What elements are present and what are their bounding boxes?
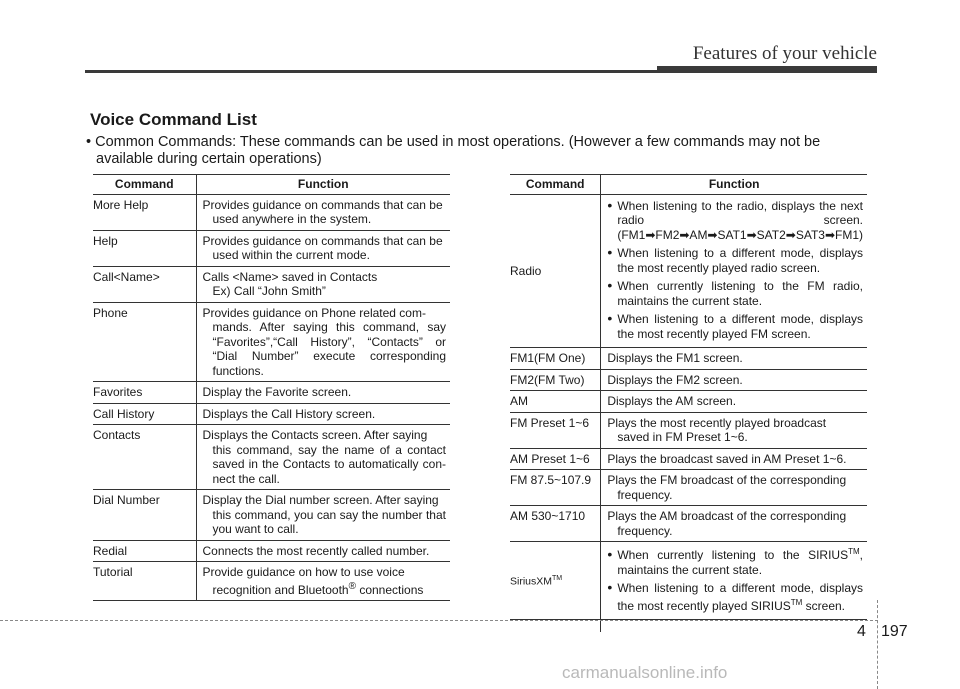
- bullet-item: • When currently listening to the FM radio, maintains the current state.: [607, 278, 863, 308]
- function-text: Displays the FM2 screen.: [607, 372, 743, 387]
- command-cell: Dial Number: [93, 490, 196, 541]
- chapter-title: Features of your vehicle: [692, 43, 877, 64]
- command-cell: AM Preset 1~6: [510, 448, 601, 470]
- col-header-function: Function: [196, 175, 450, 195]
- table-row: [510, 412, 867, 448]
- function-cell: [196, 230, 450, 266]
- radio-commands-table: [510, 174, 867, 632]
- table-row: [510, 448, 867, 470]
- command-cell: FM Preset 1~6: [510, 412, 601, 448]
- table-row: [93, 382, 450, 404]
- function-text: Connects the most recently called number.: [202, 543, 430, 558]
- bullet-item: [607, 545, 863, 577]
- table-row: [93, 425, 450, 490]
- trademark-mark: TM: [552, 575, 563, 582]
- table-row: [93, 540, 450, 562]
- function-text: Displays the Contacts screen. After saying: [202, 428, 428, 442]
- function-text: Provide guidance on how to use voice: [202, 565, 405, 579]
- intro-text: [86, 134, 879, 168]
- command-cell: Favorites: [93, 382, 196, 404]
- bullet-text: When currently listening to the SIRIUS: [617, 548, 849, 562]
- function-text: Plays the FM broadcast of the corresponding: [607, 473, 847, 487]
- table-row: [93, 562, 450, 601]
- table-header-row: [93, 175, 450, 195]
- footer-dashed-rule: [0, 620, 878, 621]
- trademark-mark: TM: [848, 547, 860, 556]
- function-cell: [196, 490, 450, 541]
- function-text-cont: this command, say the name of a contact saved in the Contacts to automatically con-nect the call.: [212, 442, 446, 486]
- table-row: [93, 403, 450, 425]
- function-text: Provides guidance on Phone related com-: [202, 305, 426, 320]
- table-row: [93, 302, 450, 382]
- command-cell: Call History: [93, 403, 196, 425]
- page-number: 197: [881, 623, 908, 640]
- command-cell: AM: [510, 391, 601, 413]
- bullet-text-tail: , maintains the current state.: [617, 548, 863, 577]
- function-text-cont: Ex) Call “John Smith”: [212, 284, 326, 298]
- tail-cell: [510, 620, 601, 633]
- table-row: [510, 506, 867, 542]
- bullet-text-tail: screen.: [802, 598, 845, 613]
- table-row: [93, 490, 450, 541]
- function-cell: [196, 194, 450, 230]
- intro-line-1: • Common Commands: These commands can be used in most operations. (However a few commands may not be: [86, 134, 821, 150]
- function-text: Calls <Name> saved in Contacts: [202, 269, 378, 284]
- function-cell: [196, 266, 450, 302]
- function-cell: [601, 391, 867, 413]
- watermark: carmanualsonline.info: [562, 663, 728, 682]
- command-cell: FM2(FM Two): [510, 369, 601, 391]
- function-cell: [196, 562, 450, 601]
- function-text: Plays the most recently played broadcast: [607, 415, 827, 430]
- bullet-item: • When listening to the radio, displays the next radio screen. (FM1➡FM2➡AM➡SAT1➡SAT2➡SAT3➡FM1): [607, 198, 863, 243]
- intro-line-2: available during certain operations): [96, 151, 322, 167]
- function-cell: [601, 194, 867, 348]
- function-text: Plays the broadcast saved in AM Preset 1~6.: [607, 451, 847, 466]
- table-row: [510, 369, 867, 391]
- table-tail-row: [510, 620, 867, 633]
- command-cell: Contacts: [93, 425, 196, 490]
- bullet-text: When listening to a different mode, displays the most recently played SIRIUS: [617, 581, 863, 613]
- col-header-command: Command: [93, 175, 196, 195]
- section-title: Voice Command List: [90, 110, 257, 129]
- col-header-function: Function: [601, 175, 867, 195]
- table-row: [93, 230, 450, 266]
- function-text-cont: [203, 580, 447, 598]
- footer-dashed-divider: [877, 600, 878, 689]
- command-cell: AM 530~1710: [510, 506, 601, 542]
- function-cell: [601, 448, 867, 470]
- function-cell: [196, 540, 450, 562]
- function-text-cont: this command, you can say the number that you want to call.: [212, 507, 446, 536]
- function-text-cont: frequency.: [617, 487, 673, 502]
- bullet-item: • When listening to a different mode, displays the most recently played radio screen.: [607, 245, 863, 275]
- command-cell: Call<Name>: [93, 266, 196, 302]
- function-cell: [601, 412, 867, 448]
- bullet-item: [607, 580, 863, 613]
- chapter-number: 4: [857, 623, 866, 640]
- function-text: Displays the FM1 screen.: [607, 351, 743, 365]
- table-row: [93, 194, 450, 230]
- table-row: [93, 266, 450, 302]
- common-commands-table: [93, 174, 450, 601]
- function-text: Plays the AM broadcast of the corresponding: [607, 509, 847, 523]
- table-row: [510, 391, 867, 413]
- function-cell: [196, 382, 450, 404]
- function-cell: [601, 542, 867, 620]
- function-cell: [196, 403, 450, 425]
- function-text: Displays the AM screen.: [607, 394, 737, 408]
- command-cell: [510, 542, 601, 620]
- table-row: [510, 348, 867, 370]
- command-text: SiriusXM: [510, 575, 553, 588]
- command-cell: Help: [93, 230, 196, 266]
- command-cell: FM 87.5~107.9: [510, 470, 601, 506]
- command-cell: Tutorial: [93, 562, 196, 601]
- command-cell: More Help: [93, 194, 196, 230]
- header-accent-bar: [657, 66, 877, 73]
- function-text-cont: used anywhere in the system.: [212, 212, 372, 226]
- function-text: Display the Dial number screen. After saying: [202, 493, 439, 507]
- bullet-item: • When listening to a different mode, displays the most recently played FM screen.: [607, 311, 863, 341]
- function-cell: [196, 302, 450, 382]
- function-text-cont: mands. After saying this command, say “Favorites”,“Call History”, “Contacts” or “Dial Number” execute corresponding functions.: [212, 320, 446, 378]
- function-cell: [601, 470, 867, 506]
- table-row: [510, 470, 867, 506]
- function-text-cont: saved in FM Preset 1~6.: [617, 430, 748, 444]
- function-text: Displays the Call History screen.: [202, 406, 376, 421]
- command-cell: Redial: [93, 540, 196, 562]
- function-cell: [601, 506, 867, 542]
- function-text-cont: used within the current mode.: [212, 248, 370, 262]
- function-text-cont: frequency.: [617, 523, 673, 538]
- function-cell: [601, 348, 867, 370]
- function-text: Display the Favorite screen.: [202, 385, 352, 399]
- table-header-row: [510, 175, 867, 195]
- trademark-mark: TM: [790, 597, 803, 607]
- function-text-tail: connections: [355, 582, 424, 597]
- table-row-siriusxm: [510, 542, 867, 620]
- function-cell: [196, 425, 450, 490]
- col-header-command: Command: [510, 175, 601, 195]
- registered-mark: ®: [348, 580, 356, 592]
- tail-cell: [601, 620, 867, 633]
- function-text: Provides guidance on commands that can be: [202, 233, 443, 248]
- command-cell: FM1(FM One): [510, 348, 601, 370]
- command-cell: Phone: [93, 302, 196, 382]
- function-cell: [601, 369, 867, 391]
- function-text: Provides guidance on commands that can be: [202, 197, 443, 212]
- function-text-part: recognition and Bluetooth: [212, 582, 349, 597]
- command-cell: Radio: [510, 194, 601, 348]
- table-row-radio: [510, 194, 867, 348]
